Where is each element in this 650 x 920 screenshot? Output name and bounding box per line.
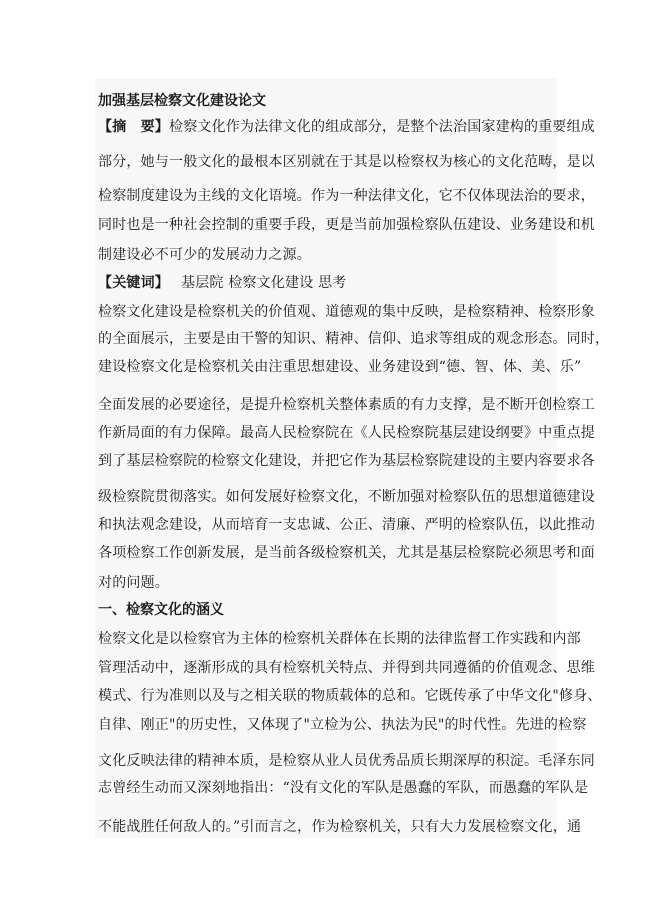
abstract-line-5: 制建设必不可少的发展动力之源。 <box>98 247 311 263</box>
intro-line-6: 到了基层检察院的检察文化建设，并把它作为基层检察院建设的主要内容要求各 <box>98 453 595 469</box>
section-line-2: 管理活动中，逐渐形成的具有检察机关特点、并得到共同遵循的价值观念、思维 <box>98 660 595 676</box>
intro-line-8: 和执法观念建设，从而培育一支忠诚、公正、清廉、严明的检察队伍，以此推动 <box>98 517 595 533</box>
intro-line-7: 级检察院贯彻落实。如何发展好检察文化，不断加强对检察队伍的思想道德建设 <box>98 489 595 505</box>
intro-line-4: 全面发展的必要途径，是提升检察机关整体素质的有力支撑，是不断开创检察工 <box>98 397 595 413</box>
abstract-text: 检察文化作为法律文化的组成部分，是整个法治国家建构的重要组成 <box>169 119 595 135</box>
intro-line-10: 对的问题。 <box>98 575 169 591</box>
abstract-line-1 <box>98 115 595 139</box>
keywords-label: 【关键词】 <box>98 275 169 291</box>
section-line-3: 模式、行为准则以及与之相关联的物质载体的总和。它既传承了中华文化"修身、 <box>98 688 602 704</box>
abstract-line-4: 同时也是一种社会控制的重要手段，更是当前加强检察队伍建设、业务建设和机 <box>98 217 595 233</box>
intro-line-1: 检察文化建设是检察机关的价值观、道德观的集中反映，是检察精神、检察形象 <box>98 304 595 320</box>
intro-line-3: 建设检察文化是检察机关由注重思想建设、业务建设到“德、智、体、美、乐” <box>98 359 582 375</box>
section-line-4: 自律、刚正"的历史性，又体现了"立检为公、执法为民"的时代性。先进的检察 <box>98 717 587 733</box>
section-line-5: 文化反映法律的精神本质，是检察从业人员优秀品质长期深厚的积淀。毛泽东同 <box>98 753 595 769</box>
section-line-1: 检察文化是以检察官为主体的检察机关群体在长期的法律监督工作实践和内部 <box>98 631 581 647</box>
intro-line-5: 作新局面的有力保障。最高人民检察院在《人民检察院基层建设纲要》中重点提 <box>98 425 595 441</box>
keywords-text: 基层院 检察文化建设 思考 <box>181 275 347 291</box>
section-line-6: 志曾经生动而又深刻地指出：“没有文化的军队是愚蠢的军队，而愚蠢的军队是 <box>98 780 589 796</box>
abstract-label: 【摘 要】 <box>98 119 169 135</box>
document-title: 加强基层检察文化建设论文 <box>98 93 266 109</box>
intro-line-9: 各项检察工作创新发展，是当前各级检察机关，尤其是基层检察院必须思考和面 <box>98 545 595 561</box>
keywords-line <box>98 271 347 295</box>
section-line-7: 不能战胜任何敌人的。”引而言之，作为检察机关，只有大力发展检察文化，通 <box>98 819 582 835</box>
abstract-line-2: 部分，她与一般文化的最根本区别就在于其是以检察权为核心的文化范畴，是以 <box>98 154 595 170</box>
section-heading: 一、检察文化的涵义 <box>98 602 224 618</box>
intro-line-2: 的全面展示，主要是由干警的知识、精神、信仰、追求等组成的观念形态。同时， <box>98 331 610 347</box>
abstract-line-3: 检察制度建设为主线的文化语境。作为一种法律文化，它不仅体现法治的要求， <box>98 188 595 204</box>
